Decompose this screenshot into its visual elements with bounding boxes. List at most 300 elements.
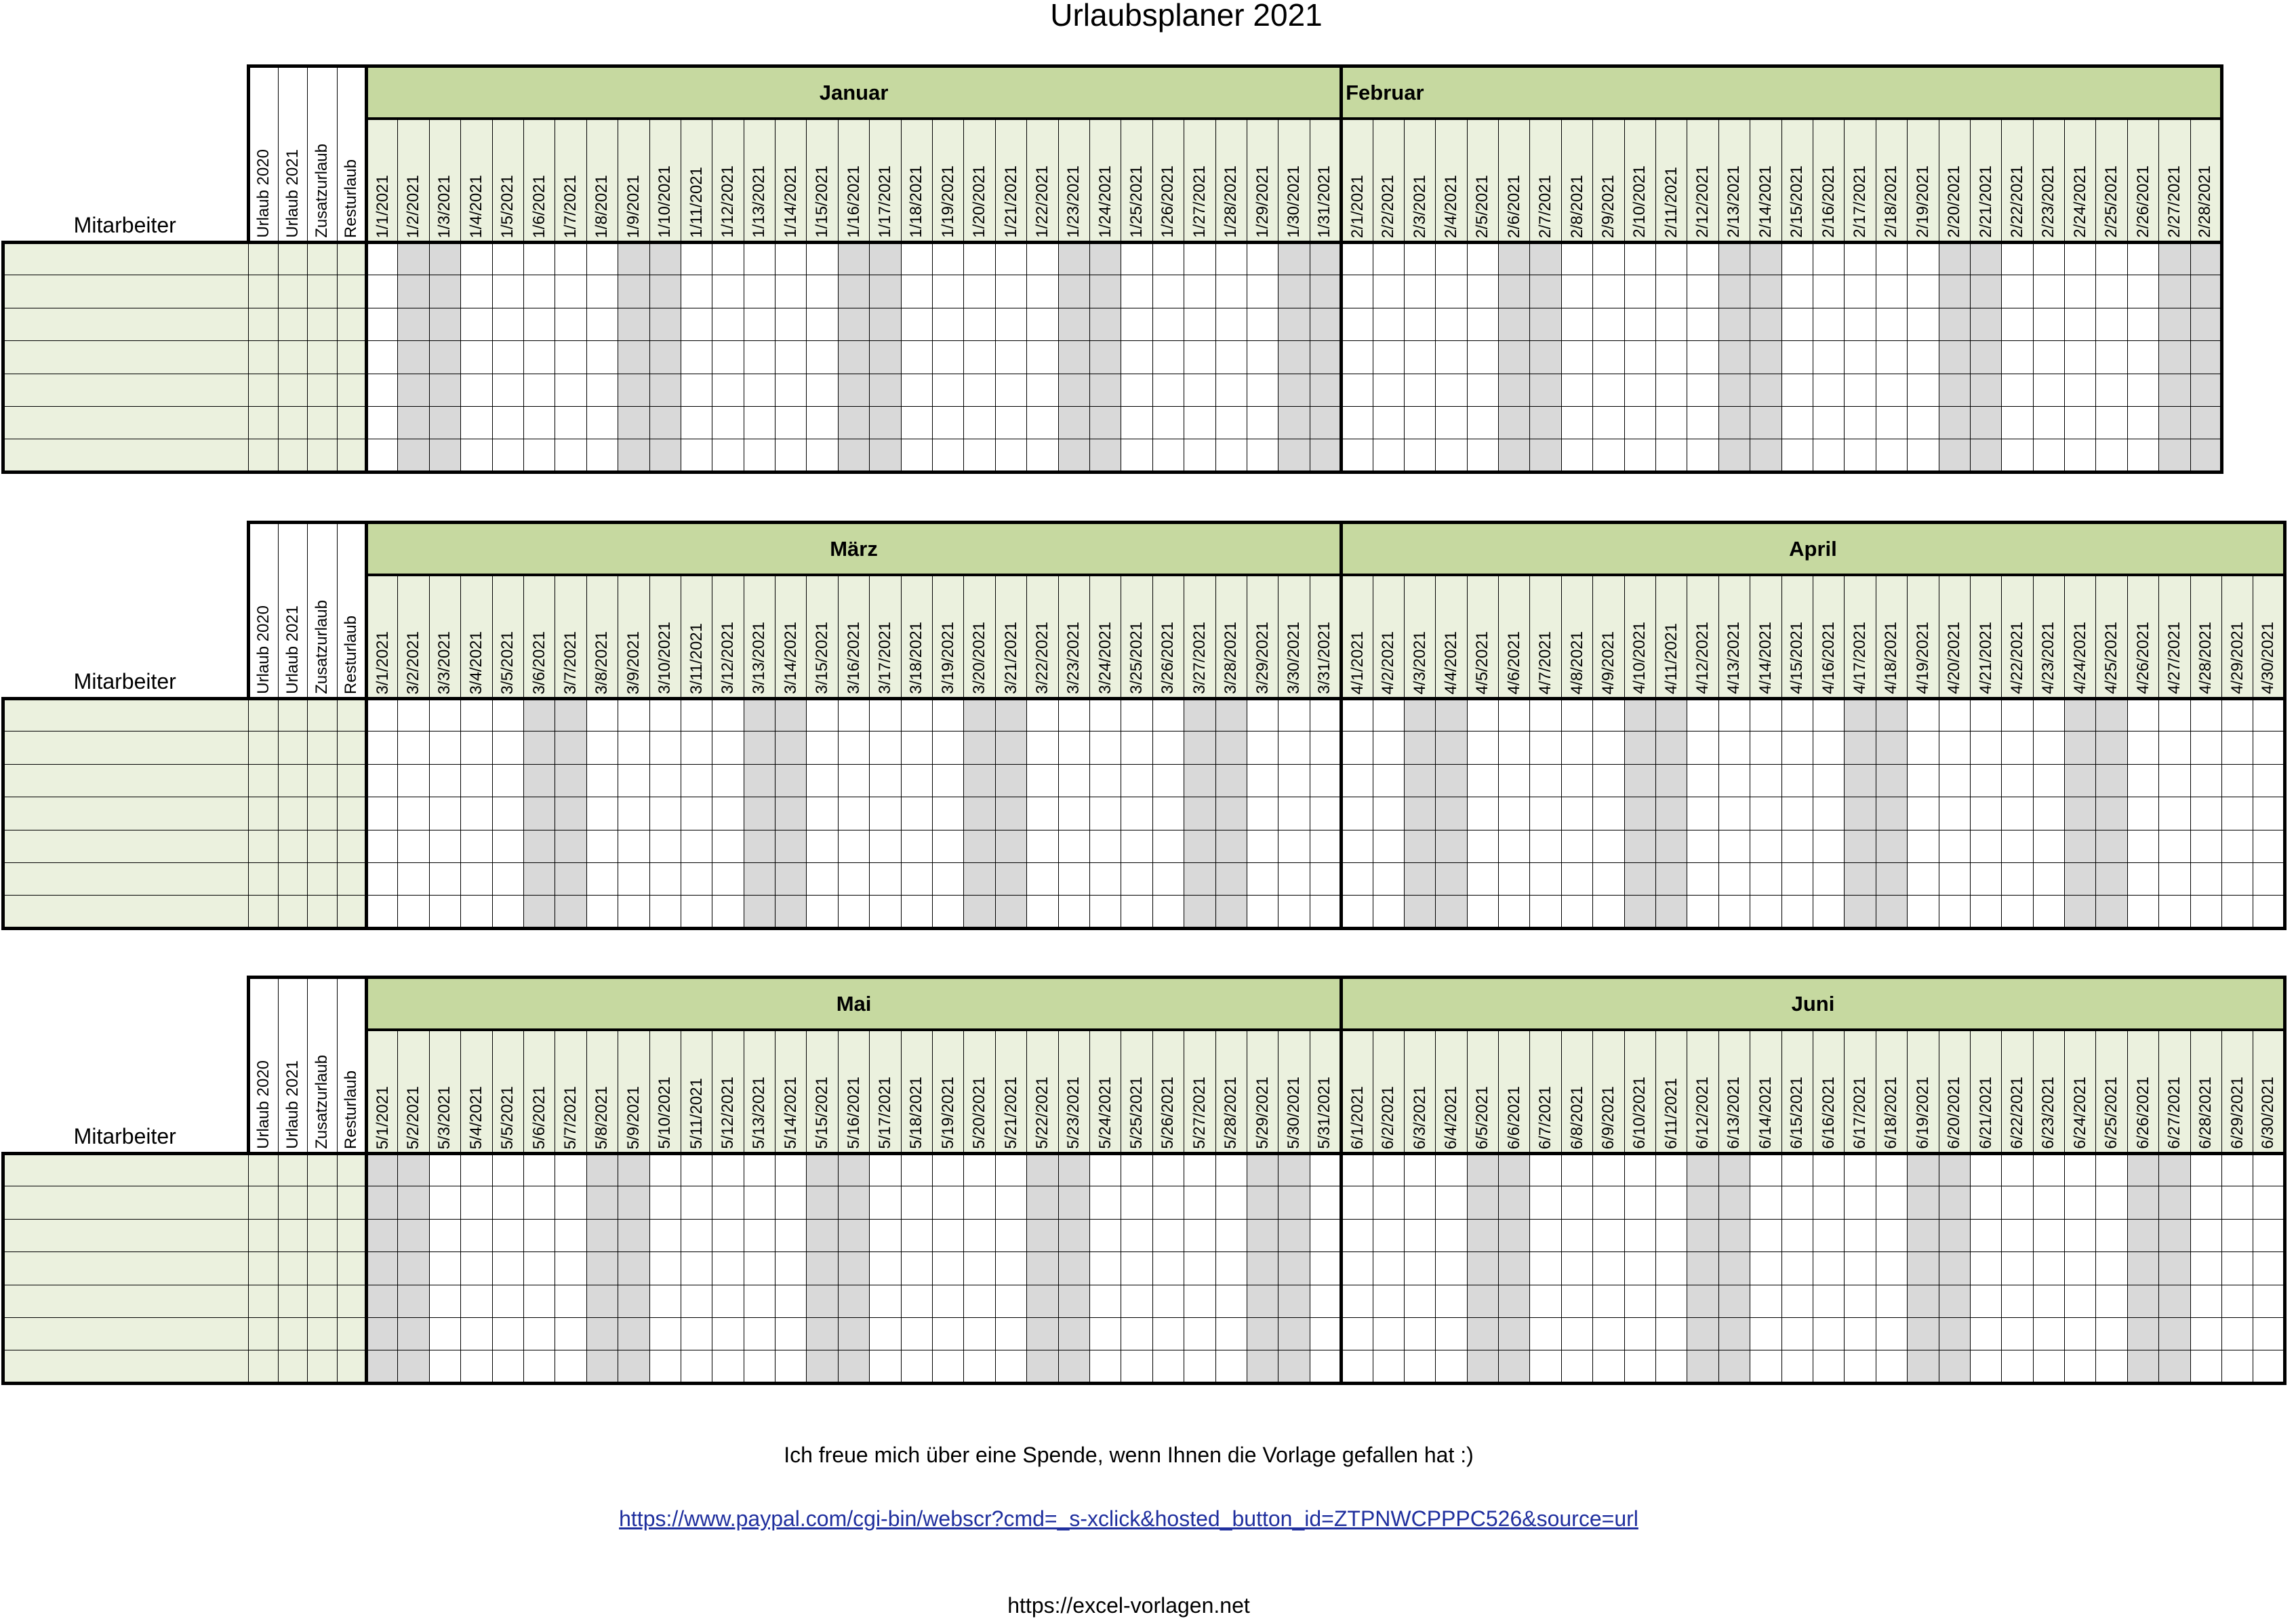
day-cell[interactable] [1656,439,1687,472]
day-cell[interactable] [429,1252,460,1285]
weekend-day-cell[interactable] [1908,1317,1939,1350]
weekend-day-cell[interactable] [776,896,807,928]
day-cell[interactable] [555,243,586,275]
day-cell[interactable] [1561,764,1592,797]
day-cell[interactable] [933,896,964,928]
weekend-day-cell[interactable] [1499,1317,1530,1350]
day-cell[interactable] [367,341,398,374]
day-cell[interactable] [2002,764,2033,797]
day-cell[interactable] [1813,243,1844,275]
weekend-day-cell[interactable] [2127,1285,2158,1317]
weekend-day-cell[interactable] [744,862,775,895]
day-cell[interactable] [1027,862,1058,895]
weekend-day-cell[interactable] [1718,1317,1750,1350]
day-cell[interactable] [2127,243,2158,275]
day-cell[interactable] [1089,1317,1121,1350]
day-cell[interactable] [681,1252,712,1285]
day-cell[interactable] [2159,896,2190,928]
stat-cell[interactable] [308,439,338,472]
weekend-day-cell[interactable] [2190,341,2221,374]
day-cell[interactable] [712,1317,744,1350]
weekend-day-cell[interactable] [1876,732,1907,764]
weekend-day-cell[interactable] [1530,341,1561,374]
stat-cell[interactable] [278,797,308,830]
weekend-day-cell[interactable] [1310,341,1341,374]
day-cell[interactable] [1656,1154,1687,1186]
day-cell[interactable] [1593,439,1624,472]
weekend-day-cell[interactable] [1436,764,1467,797]
day-cell[interactable] [870,1285,901,1317]
day-cell[interactable] [1813,862,1844,895]
stat-cell[interactable] [249,439,279,472]
day-cell[interactable] [1593,406,1624,439]
employee-name-cell[interactable] [3,699,249,732]
weekend-day-cell[interactable] [1278,341,1310,374]
day-cell[interactable] [1561,862,1592,895]
day-cell[interactable] [492,406,523,439]
weekend-day-cell[interactable] [1750,308,1781,340]
day-cell[interactable] [2065,374,2096,406]
weekend-day-cell[interactable] [618,1154,649,1186]
day-cell[interactable] [2190,732,2221,764]
weekend-day-cell[interactable] [1687,1186,1718,1219]
stat-cell[interactable] [308,1186,338,1219]
weekend-day-cell[interactable] [1310,439,1341,472]
day-cell[interactable] [1781,1317,1813,1350]
weekend-day-cell[interactable] [1027,1154,1058,1186]
day-cell[interactable] [1908,439,1939,472]
day-cell[interactable] [681,406,712,439]
day-cell[interactable] [555,1154,586,1186]
day-cell[interactable] [398,862,429,895]
weekend-day-cell[interactable] [523,699,555,732]
day-cell[interactable] [1656,1285,1687,1317]
stat-cell[interactable] [278,732,308,764]
day-cell[interactable] [1152,862,1184,895]
weekend-day-cell[interactable] [586,1186,618,1219]
day-cell[interactable] [1152,308,1184,340]
day-cell[interactable] [1215,243,1247,275]
day-cell[interactable] [1687,308,1718,340]
day-cell[interactable] [1593,699,1624,732]
day-cell[interactable] [1656,1186,1687,1219]
day-cell[interactable] [367,243,398,275]
day-cell[interactable] [1152,1154,1184,1186]
stat-cell[interactable] [337,1252,367,1285]
day-cell[interactable] [1781,275,1813,308]
weekend-day-cell[interactable] [2096,797,2127,830]
day-cell[interactable] [901,1219,932,1251]
day-cell[interactable] [1247,797,1278,830]
weekend-day-cell[interactable] [1278,308,1310,340]
day-cell[interactable] [1845,406,1876,439]
day-cell[interactable] [712,797,744,830]
day-cell[interactable] [1750,896,1781,928]
day-cell[interactable] [1404,1186,1435,1219]
day-cell[interactable] [2127,896,2158,928]
stat-cell[interactable] [278,406,308,439]
day-cell[interactable] [1718,797,1750,830]
day-cell[interactable] [1184,1186,1215,1219]
day-cell[interactable] [1499,830,1530,862]
weekend-day-cell[interactable] [1718,341,1750,374]
day-cell[interactable] [807,862,838,895]
day-cell[interactable] [1781,439,1813,472]
day-cell[interactable] [586,896,618,928]
day-cell[interactable] [1908,308,1939,340]
day-cell[interactable] [1467,374,1498,406]
day-cell[interactable] [1121,341,1152,374]
stat-cell[interactable] [308,862,338,895]
day-cell[interactable] [1027,896,1058,928]
stat-cell[interactable] [337,896,367,928]
weekend-day-cell[interactable] [838,308,869,340]
day-cell[interactable] [1876,439,1907,472]
day-cell[interactable] [1845,1317,1876,1350]
weekend-day-cell[interactable] [1310,406,1341,439]
weekend-day-cell[interactable] [1718,1219,1750,1251]
day-cell[interactable] [1561,797,1592,830]
weekend-day-cell[interactable] [1718,406,1750,439]
day-cell[interactable] [555,308,586,340]
day-cell[interactable] [1593,797,1624,830]
day-cell[interactable] [744,275,775,308]
day-cell[interactable] [1845,1350,1876,1383]
weekend-day-cell[interactable] [1908,1186,1939,1219]
weekend-day-cell[interactable] [1058,406,1089,439]
day-cell[interactable] [1593,1350,1624,1383]
weekend-day-cell[interactable] [523,797,555,830]
day-cell[interactable] [712,374,744,406]
day-cell[interactable] [1530,896,1561,928]
day-cell[interactable] [1908,374,1939,406]
day-cell[interactable] [1813,764,1844,797]
day-cell[interactable] [1121,439,1152,472]
weekend-day-cell[interactable] [1718,439,1750,472]
weekend-day-cell[interactable] [1027,1219,1058,1251]
day-cell[interactable] [1089,1219,1121,1251]
day-cell[interactable] [1436,243,1467,275]
day-cell[interactable] [964,243,995,275]
day-cell[interactable] [1184,1317,1215,1350]
weekend-day-cell[interactable] [1876,830,1907,862]
day-cell[interactable] [1530,1186,1561,1219]
weekend-day-cell[interactable] [1624,830,1655,862]
day-cell[interactable] [367,896,398,928]
day-cell[interactable] [1278,699,1310,732]
weekend-day-cell[interactable] [1750,439,1781,472]
weekend-day-cell[interactable] [995,764,1026,797]
day-cell[interactable] [1436,308,1467,340]
day-cell[interactable] [649,830,681,862]
day-cell[interactable] [2002,896,2033,928]
employee-name-cell[interactable] [3,732,249,764]
weekend-day-cell[interactable] [838,1252,869,1285]
day-cell[interactable] [2253,797,2284,830]
weekend-day-cell[interactable] [555,830,586,862]
weekend-day-cell[interactable] [776,797,807,830]
weekend-day-cell[interactable] [1278,374,1310,406]
employee-name-cell[interactable] [3,374,249,406]
weekend-day-cell[interactable] [1499,1186,1530,1219]
day-cell[interactable] [1970,1252,2001,1285]
stat-cell[interactable] [249,699,279,732]
day-cell[interactable] [2253,1219,2284,1251]
weekend-day-cell[interactable] [618,275,649,308]
day-cell[interactable] [2096,1252,2127,1285]
day-cell[interactable] [870,830,901,862]
day-cell[interactable] [523,308,555,340]
day-cell[interactable] [1687,439,1718,472]
day-cell[interactable] [2253,896,2284,928]
day-cell[interactable] [461,732,492,764]
day-cell[interactable] [712,341,744,374]
stat-cell[interactable] [337,439,367,472]
day-cell[interactable] [964,1252,995,1285]
day-cell[interactable] [2033,699,2064,732]
day-cell[interactable] [712,862,744,895]
day-cell[interactable] [367,406,398,439]
day-cell[interactable] [1404,275,1435,308]
stat-cell[interactable] [249,308,279,340]
weekend-day-cell[interactable] [1089,243,1121,275]
day-cell[interactable] [2127,341,2158,374]
day-cell[interactable] [933,275,964,308]
weekend-day-cell[interactable] [523,830,555,862]
weekend-day-cell[interactable] [1278,1154,1310,1186]
day-cell[interactable] [1342,862,1373,895]
weekend-day-cell[interactable] [1310,275,1341,308]
day-cell[interactable] [964,1219,995,1251]
day-cell[interactable] [461,699,492,732]
stat-cell[interactable] [308,797,338,830]
employee-name-cell[interactable] [3,1154,249,1186]
day-cell[interactable] [1530,830,1561,862]
day-cell[interactable] [933,1186,964,1219]
day-cell[interactable] [1593,764,1624,797]
day-cell[interactable] [776,1350,807,1383]
day-cell[interactable] [492,1154,523,1186]
day-cell[interactable] [2033,243,2064,275]
weekend-day-cell[interactable] [2159,341,2190,374]
day-cell[interactable] [681,764,712,797]
day-cell[interactable] [461,1285,492,1317]
day-cell[interactable] [776,374,807,406]
day-cell[interactable] [367,374,398,406]
day-cell[interactable] [1373,1317,1404,1350]
weekend-day-cell[interactable] [1436,732,1467,764]
weekend-day-cell[interactable] [2127,1252,2158,1285]
day-cell[interactable] [1342,764,1373,797]
day-cell[interactable] [1089,830,1121,862]
day-cell[interactable] [901,1317,932,1350]
weekend-day-cell[interactable] [1278,406,1310,439]
day-cell[interactable] [1593,1252,1624,1285]
day-cell[interactable] [586,732,618,764]
weekend-day-cell[interactable] [398,341,429,374]
weekend-day-cell[interactable] [398,439,429,472]
day-cell[interactable] [2222,1219,2253,1251]
weekend-day-cell[interactable] [1687,1350,1718,1383]
day-cell[interactable] [1876,1285,1907,1317]
day-cell[interactable] [2065,1285,2096,1317]
day-cell[interactable] [1813,1285,1844,1317]
day-cell[interactable] [1436,275,1467,308]
day-cell[interactable] [1310,797,1341,830]
day-cell[interactable] [1561,243,1592,275]
day-cell[interactable] [2253,862,2284,895]
day-cell[interactable] [1342,1154,1373,1186]
day-cell[interactable] [776,275,807,308]
day-cell[interactable] [2253,1186,2284,1219]
day-cell[interactable] [1373,732,1404,764]
weekend-day-cell[interactable] [555,862,586,895]
day-cell[interactable] [1215,1285,1247,1317]
weekend-day-cell[interactable] [1310,374,1341,406]
day-cell[interactable] [712,699,744,732]
day-cell[interactable] [2033,1350,2064,1383]
day-cell[interactable] [1404,1219,1435,1251]
day-cell[interactable] [2096,439,2127,472]
day-cell[interactable] [995,308,1026,340]
weekend-day-cell[interactable] [1184,830,1215,862]
stat-cell[interactable] [249,764,279,797]
day-cell[interactable] [2065,308,2096,340]
day-cell[interactable] [2190,1186,2221,1219]
day-cell[interactable] [1342,243,1373,275]
day-cell[interactable] [870,1317,901,1350]
day-cell[interactable] [1876,1186,1907,1219]
weekend-day-cell[interactable] [2127,1317,2158,1350]
day-cell[interactable] [2253,1252,2284,1285]
day-cell[interactable] [1908,406,1939,439]
day-cell[interactable] [1121,243,1152,275]
stat-cell[interactable] [337,732,367,764]
day-cell[interactable] [1561,439,1592,472]
day-cell[interactable] [901,797,932,830]
day-cell[interactable] [1184,1154,1215,1186]
day-cell[interactable] [1939,830,1970,862]
weekend-day-cell[interactable] [1247,1186,1278,1219]
day-cell[interactable] [1152,439,1184,472]
day-cell[interactable] [429,1186,460,1219]
weekend-day-cell[interactable] [1184,896,1215,928]
day-cell[interactable] [933,764,964,797]
day-cell[interactable] [1310,699,1341,732]
day-cell[interactable] [1467,699,1498,732]
day-cell[interactable] [1247,764,1278,797]
day-cell[interactable] [2033,1317,2064,1350]
day-cell[interactable] [681,862,712,895]
weekend-day-cell[interactable] [1939,1317,1970,1350]
day-cell[interactable] [1656,1350,1687,1383]
weekend-day-cell[interactable] [1718,1252,1750,1285]
day-cell[interactable] [1813,1252,1844,1285]
day-cell[interactable] [807,764,838,797]
day-cell[interactable] [1373,406,1404,439]
weekend-day-cell[interactable] [1027,1317,1058,1350]
weekend-day-cell[interactable] [1089,374,1121,406]
day-cell[interactable] [681,341,712,374]
day-cell[interactable] [1593,1219,1624,1251]
day-cell[interactable] [1310,896,1341,928]
day-cell[interactable] [1027,764,1058,797]
weekend-day-cell[interactable] [1656,797,1687,830]
day-cell[interactable] [1687,341,1718,374]
day-cell[interactable] [492,439,523,472]
day-cell[interactable] [744,1350,775,1383]
stat-cell[interactable] [249,243,279,275]
day-cell[interactable] [1342,830,1373,862]
day-cell[interactable] [2033,308,2064,340]
day-cell[interactable] [1278,862,1310,895]
day-cell[interactable] [429,699,460,732]
stat-cell[interactable] [249,1252,279,1285]
day-cell[interactable] [1908,732,1939,764]
weekend-day-cell[interactable] [1624,862,1655,895]
weekend-day-cell[interactable] [367,1285,398,1317]
day-cell[interactable] [1467,732,1498,764]
employee-name-cell[interactable] [3,1285,249,1317]
weekend-day-cell[interactable] [807,1186,838,1219]
day-cell[interactable] [2127,830,2158,862]
weekend-day-cell[interactable] [649,374,681,406]
day-cell[interactable] [1970,797,2001,830]
day-cell[interactable] [1215,1219,1247,1251]
weekend-day-cell[interactable] [2065,862,2096,895]
day-cell[interactable] [1310,732,1341,764]
weekend-day-cell[interactable] [1530,406,1561,439]
day-cell[interactable] [712,275,744,308]
day-cell[interactable] [1089,1350,1121,1383]
day-cell[interactable] [870,862,901,895]
day-cell[interactable] [1970,1186,2001,1219]
day-cell[interactable] [1781,699,1813,732]
weekend-day-cell[interactable] [995,732,1026,764]
stat-cell[interactable] [249,862,279,895]
day-cell[interactable] [1342,439,1373,472]
stat-cell[interactable] [249,1154,279,1186]
weekend-day-cell[interactable] [1718,1154,1750,1186]
day-cell[interactable] [1593,243,1624,275]
weekend-day-cell[interactable] [807,1350,838,1383]
day-cell[interactable] [807,341,838,374]
day-cell[interactable] [807,699,838,732]
weekend-day-cell[interactable] [964,764,995,797]
weekend-day-cell[interactable] [1718,1285,1750,1317]
weekend-day-cell[interactable] [618,1285,649,1317]
weekend-day-cell[interactable] [1467,1285,1498,1317]
day-cell[interactable] [1184,243,1215,275]
day-cell[interactable] [2065,341,2096,374]
day-cell[interactable] [2222,764,2253,797]
weekend-day-cell[interactable] [1089,439,1121,472]
day-cell[interactable] [964,308,995,340]
day-cell[interactable] [1530,1219,1561,1251]
day-cell[interactable] [1750,1154,1781,1186]
day-cell[interactable] [1058,896,1089,928]
day-cell[interactable] [1373,1350,1404,1383]
stat-cell[interactable] [308,1350,338,1383]
day-cell[interactable] [1436,1219,1467,1251]
day-cell[interactable] [681,439,712,472]
day-cell[interactable] [1813,699,1844,732]
day-cell[interactable] [1593,1154,1624,1186]
day-cell[interactable] [681,1154,712,1186]
day-cell[interactable] [744,308,775,340]
day-cell[interactable] [2065,275,2096,308]
day-cell[interactable] [712,1285,744,1317]
